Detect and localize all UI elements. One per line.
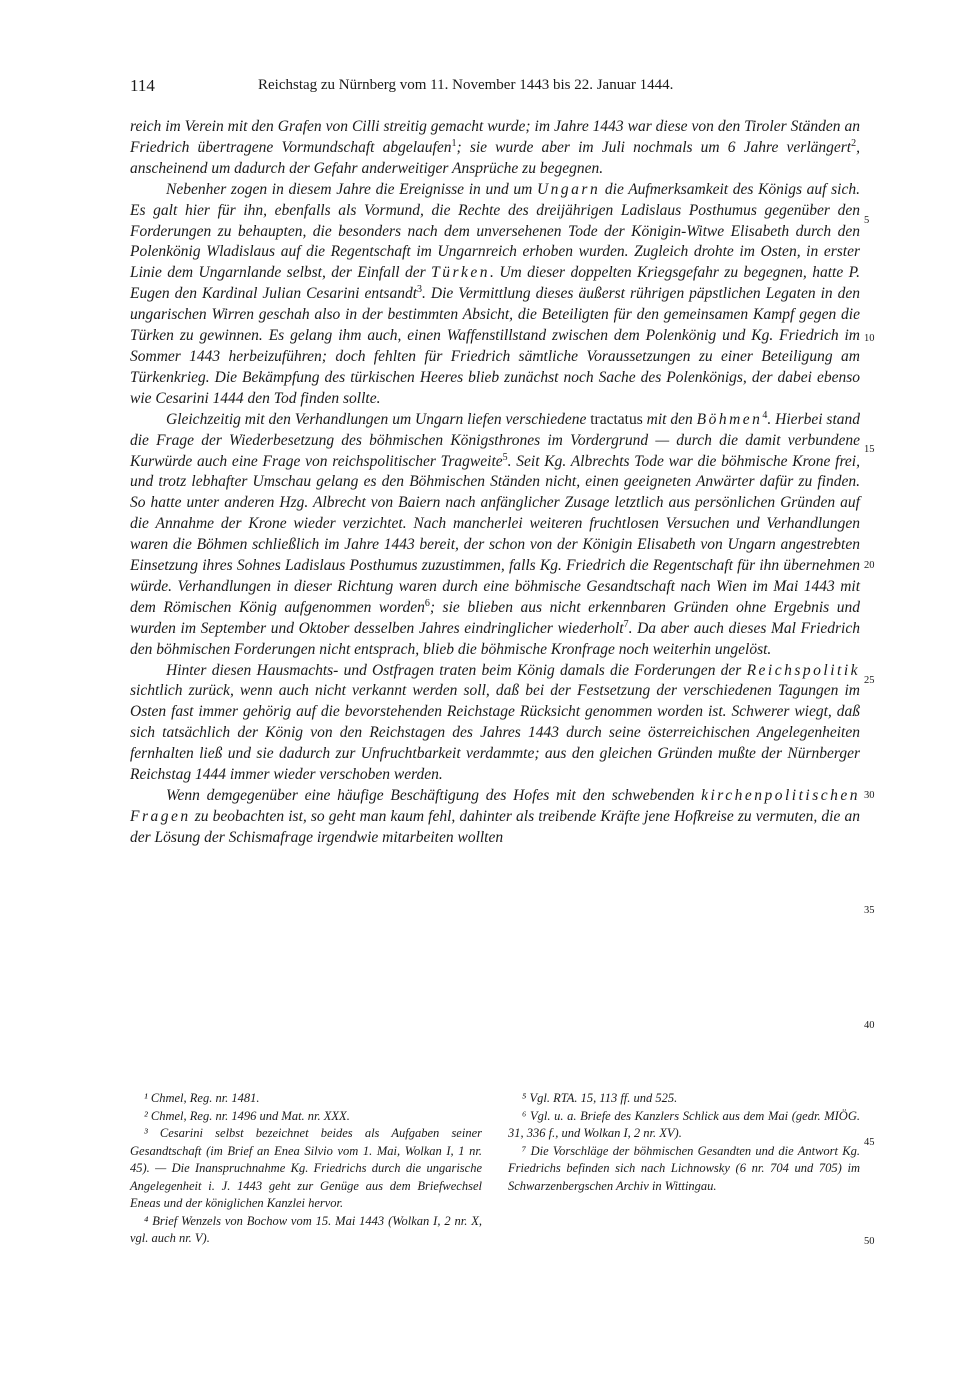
text-segment: ; sie wurde aber im Juli nochmals um 6 Jahre verlängert xyxy=(456,138,852,156)
text-segment: Hinter diesen Hausmachts- und Ostfragen traten beim König damals die Forderungen der xyxy=(166,661,747,679)
main-text xyxy=(130,117,860,849)
line-number: 30 xyxy=(864,790,875,801)
text-segment: . Die Vermittlung dieses äußerst rührigen päpstlichen Legaten in den ungarischen Wirren geschah also in der bestimmten Absicht, die Beteiligten für den gemeinsamen Kampf gegen die Türken zu gewinnen. Es gelang ihm auch, einen Waffenstillstand zwischen dem Polenkönig und Kg. Friedrich im Sommer 1443 herbeizuführen; doch fehlten für Friedrich sämtliche Voraussetzungen zu einer Beteiligung am Türkenkrieg. Die Bekämpfung des türkischen Heeres blieb zunächst noch Sache des Polenkönigs, der dabei ebenso wie Cesarini 1444 den Tod finden sollte. xyxy=(130,285,860,407)
text-segment: Böhmen xyxy=(696,410,763,428)
line-number: 5 xyxy=(864,215,870,226)
line-number: 10 xyxy=(864,333,875,344)
footnote: ⁶ Vgl. u. a. Briefe des Kanzlers Schlick aus dem Mai (gedr. MIÖG. 31, 336 f., und Wolkan I, 2 nr. XV). xyxy=(508,1108,860,1140)
text-segment: zu beobachten ist, so geht man kaum fehl, dahinter als treibende Kräfte jene Hofkreise zu vermuten, die an der Lösung der Schismafrage irgendwie mitarbeiten wollten xyxy=(130,807,860,846)
text-segment: die Aufmerksamkeit des Königs auf sich. Es galt hier für ihn, ebenfalls als Vormund, die Rechte des dreijährigen Ladislaus Posthumus gegenüber den Forderungen zu behaupten, die besonders nach dem unversehenen Tode der Königin-Witwe Elisabeth durch den Polenkönig Wladislaus auf die Regentschaft im Ungarnreich erhoben wurden. Zugleich drohte im Osten, in erster Linie dem Ungarnlande selbst, der Einfall der xyxy=(130,180,860,282)
text-segment: Wenn demgegenüber eine häufige Beschäftigung des Hofes mit den schwebenden xyxy=(166,787,702,804)
footnote: ³ Cesarini selbst bezeichnet beides als Aufgaben seiner Gesandtschaft (im Brief an Enea Silvio vom 1. Mai, Wolkan I, 1 nr. 45). — Die Inanspruchnahme Kg. Friedrichs durch die ungarische Angelegenheit i. J. 1443 geht zur Genüge aus dem Briefwechsel Eneas und der königlichen Kanzlei hervor. xyxy=(130,1126,482,1210)
text-segment: Reichspolitik xyxy=(746,661,860,679)
paragraph xyxy=(130,786,860,849)
paragraph xyxy=(130,661,860,786)
footnote-ref[interactable]: 3 xyxy=(417,284,423,296)
text-segment: Türken xyxy=(431,264,491,282)
text-segment: tractatus xyxy=(590,410,643,428)
text-segment: . Da aber auch dieses Mal Friedrich den böhmischen Forderungen nicht entsprach, blieb die böhmische Kronfrage noch weiterhin ungelöst. xyxy=(130,619,860,658)
footnote: ⁷ Die Vorschläge der böhmischen Gesandten und die Antwort Kg. Friedrichs befinden sich nach Lichnowsky (6 nr. 704 und 705) im Schwarzenbergschen Archiv in Wittingau. xyxy=(508,1143,860,1193)
footnotes-right-column xyxy=(508,1090,860,1195)
text-segment: Nebenher zogen in diesem Jahre die Ereignisse in und um xyxy=(166,180,537,198)
text-segment: . Hierbei stand die Frage der Wiederbesetzung des böhmischen Königsthrones im Vordergrund — durch die damit verbundene Kurwürde auch eine Frage von reichspolitischer Tragweite xyxy=(130,410,861,470)
running-title: Reichstag zu Nürnberg vom 11. November 1443 bis 22. Januar 1444. xyxy=(258,77,674,93)
line-number: 15 xyxy=(864,444,875,455)
footnote-ref[interactable]: 1 xyxy=(451,137,457,149)
text-segment: Ungarn xyxy=(536,180,601,198)
footnote-ref[interactable]: 7 xyxy=(623,618,629,630)
text-segment: sichtlich zurück, wenn auch nicht verkannt werden soll, daß bei der Festsetzung der verschiedenen Tagungen im Osten fast immer gehörig auf die bevorstehenden Reichstage Rücksicht genommen worden ist. Schwerer wiegt, daß sich tatsächlich der König von den Reichstagen des Jahres 1443 durch seine österreichischen Angelegenheiten fernhalten ließ und sie dadurch zur Unfruchtbarkeit verdammte; aus den gleichen Gründen mußte der Nürnberger Reichstag 1444 immer wieder verschoben werden. xyxy=(130,682,860,784)
footnotes-left-column xyxy=(130,1090,482,1248)
footnote-ref[interactable]: 2 xyxy=(851,137,857,149)
text-segment: Gleichzeitig mit den Verhandlungen um Ungarn liefen verschiedene xyxy=(166,410,591,428)
footnote-ref[interactable]: 5 xyxy=(502,451,508,463)
line-number: 20 xyxy=(864,560,875,571)
text-segment: . Seit Kg. Albrechts Tode war die böhmische Krone frei, und trotz lebhafter Umschau gelang es den Böhmischen Ständen nicht, einen geeigneten Anwärter dafür zu finden. So hatte unter anderen Hzg. Albrecht von Baiern nach anfänglicher Zusage letztlich aus persönlichen Gründen auf die Annahme der Krone wieder verzichtet. Nach mancherlei weiteren fruchtlosen Versuchen und Verhandlungen waren die Böhmen schließlich im Jahre 1443 bereit, der schon von der Königin Elisabeth von Ungarn angestrebten Einsetzung ihres Sohnes Ladislaus Posthumus zuzustimmen, falls Kg. Friedrich die Regentschaft für ihn übernehmen würde. Verhandlungen in dieser Richtung waren durch eine böhmische Gesandtschaft nach Wien im Mai 1443 mit dem Römischen König aufgenommen worden xyxy=(130,452,860,616)
paragraph xyxy=(130,117,860,180)
paragraph xyxy=(130,180,860,410)
paragraph xyxy=(130,410,860,661)
footnote: ⁵ Vgl. RTA. 15, 113 ff. und 525. xyxy=(522,1091,678,1105)
line-number: 45 xyxy=(864,1137,875,1148)
page-number: 114 xyxy=(130,76,155,95)
line-number: 25 xyxy=(864,675,875,686)
text-segment: ; sie blieben aus nicht erkennbaren Gründen ohne Ergebnis und wurden im September und Oktober desselben Jahres eindringlicher wiederholt xyxy=(130,598,860,637)
footnote: ¹ Chmel, Reg. nr. 1481. xyxy=(144,1091,260,1105)
text-segment: mit den xyxy=(642,410,697,428)
footnote: ⁴ Brief Wenzels von Bochow vom 15. Mai 1443 (Wolkan I, 2 nr. X, vgl. auch nr. V). xyxy=(130,1213,482,1245)
page-header xyxy=(130,76,860,100)
line-number: 50 xyxy=(864,1236,875,1247)
text-segment: , anscheinend um dadurch der Gefahr anderweitiger Ansprüche zu begegnen. xyxy=(130,138,860,177)
text-segment: kirchenpolitischen Fragen xyxy=(130,787,860,825)
footnote-ref[interactable]: 6 xyxy=(424,597,430,609)
line-number: 35 xyxy=(864,905,875,916)
footnote-ref[interactable]: 4 xyxy=(762,409,768,421)
text-segment: reich im Verein mit den Grafen von Cilli streitig gemacht wurde; im Jahre 1443 war diese von den Tiroler Ständen an Friedrich übertragene Vormundschaft abgelaufen xyxy=(130,118,860,156)
text-segment: . Um dieser doppelten Kriegsgefahr zu begegnen, hatte P. Eugen den Kardinal Julian Cesarini entsandt xyxy=(130,264,860,303)
line-number: 40 xyxy=(864,1020,875,1031)
footnote: ² Chmel, Reg. nr. 1496 und Mat. nr. XXX. xyxy=(144,1108,350,1123)
